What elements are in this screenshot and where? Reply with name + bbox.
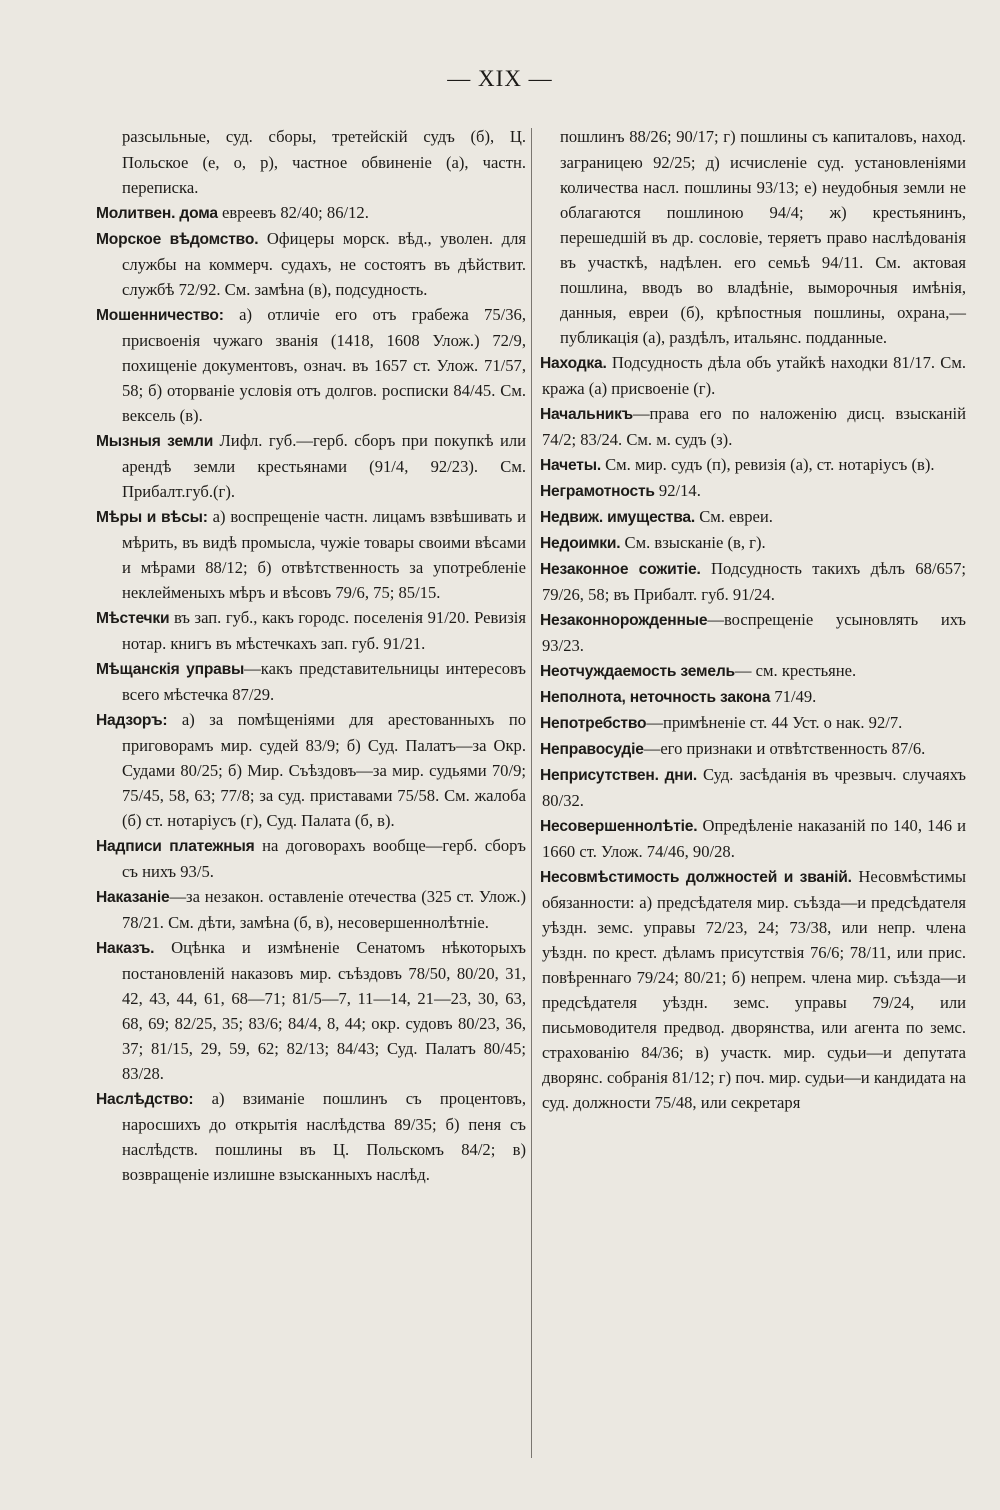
entry-text: Несовмѣстимы обязанности: а) предсѣдателя мир. съѣзда—и предсѣдателя уѣздн. земс. управы 72/23, 24; 73/38, или непр. члена уѣздн. по крест. дѣламъ присутствія 76/6; 78/11, или прис. повѣреннаго 79/24; 80/21; б) непрем. члена мир. съѣзда—и предсѣдателя уѣздн. земс. управы 79/24, или письмоводителя предвод. дворянства, или агента по земс. страхованію 84/36; в) участк. мир. судьи—и депутата дворянс. собранія 81/12; г) поч. мир. судьи—и кандидата на суд. должности 75/48, или секретаря <box>542 867 966 1112</box>
entry-text: —примѣненіе ст. 44 Уст. о нак. 92/7. <box>646 713 903 732</box>
index-entry <box>96 428 526 504</box>
entry-text: Подсудность дѣла объ утайкѣ находки 81/17. См. кража (а) присвоеніе (г). <box>542 353 966 398</box>
index-entry <box>540 813 966 864</box>
entry-text: евреевъ 82/40; 86/12. <box>217 203 369 222</box>
entry-heading: Недоимки. <box>540 535 621 552</box>
index-entry <box>96 504 526 605</box>
index-entry <box>96 656 526 707</box>
entry-text: разсыльные, суд. сборы, третейскій судъ (б), Ц. Польское (е, о, р), частное обвиненіе (а), частн. переписка. <box>122 127 526 197</box>
entry-heading: Неприсутствен. дни. <box>540 767 698 784</box>
entry-text: а) воспрещеніе частн. лицамъ взвѣшивать и мѣрить, въ видѣ промысла, чужіе товары своими вѣсами и мѣрами 88/12; б) отвѣтственность за употребленіе неклейменыхъ мѣръ и вѣсовъ 79/6, 75; 85/15. <box>122 507 526 602</box>
index-entry <box>96 884 526 935</box>
entry-text: а) отличіе его отъ грабежа 75/36, присвоенія чужаго званія (1418, 1608 Улож.) 72/9, похищеніе документовъ, означ. въ 1657 ст. Улож. 71/57, 58; б) оторваніе условія отъ долгов. росписки 84/45. См. вексель (в). <box>122 305 526 425</box>
entry-heading: Неполнота, неточность закона <box>540 689 771 706</box>
index-entry <box>96 935 526 1086</box>
entry-text: —какъ представительницы интересовъ всего мѣстечка 87/29. <box>122 659 527 704</box>
entry-heading: Наказъ. <box>96 940 155 957</box>
entry-text: пошлинъ 88/26; 90/17; г) пошлины съ капиталовъ, наход. заграницею 92/25; д) исчисленіе суд. установленіями количества насл. пошлины 93/13; е) неудобныя земли не облагаются пошлиною 94/4; ж) крестьянинъ, перешедшій въ др. сословіе, теряетъ право наслѣдованія въ участкѣ, надѣлен. его семьѣ 94/11. См. актовая пошлина, вводъ во владѣніе, выморочныя имѣнія, данныя, евреи (б), крѣпостныя пошлины, охрана,—публикація (а), раздѣлъ, итальянс. подданные. <box>560 127 966 347</box>
right-column <box>540 124 966 1115</box>
entry-heading: Наслѣдство: <box>96 1091 194 1108</box>
index-entry <box>96 605 526 656</box>
index-entry <box>96 833 526 884</box>
index-entry <box>540 556 966 607</box>
index-entry <box>540 762 966 813</box>
entry-heading: Наказаніе <box>96 889 170 906</box>
index-entry <box>540 607 966 658</box>
index-entry <box>540 530 966 556</box>
entry-heading: Неотчуждаемость земель <box>540 663 735 680</box>
entry-heading: Неправосудіе <box>540 741 644 758</box>
entry-heading: Незаконное сожитіе. <box>540 561 701 578</box>
index-entry <box>540 124 966 350</box>
index-entry <box>540 736 966 762</box>
entry-text: а) за помѣщеніями для арестованныхъ по приговорамъ мир. судей 83/9; б) Суд. Палатъ—за Окр. Судами 80/25; б) Мир. Съѣздовъ—за мир. судьями 70/9; 75/45, 58, 63; 77/8; за суд. приставами 75/58. См. жалоба (б) ст. нотаріусъ (г), Суд. Палата (б, в). <box>122 710 526 830</box>
entry-text: См. взысканіе (в, г). <box>620 533 766 552</box>
index-entry <box>96 124 526 200</box>
left-column <box>96 124 526 1187</box>
entry-text: 71/49. <box>770 687 817 706</box>
entry-heading: Мѣщанскія управы <box>96 661 245 678</box>
entry-heading: Находка. <box>540 355 607 372</box>
entry-heading: Недвиж. имущества. <box>540 509 696 526</box>
entry-heading: Мѣры и вѣсы: <box>96 509 208 526</box>
index-entry <box>96 302 526 428</box>
index-entry <box>540 864 966 1115</box>
index-entry <box>96 1086 526 1187</box>
entry-text: Опредѣленіе наказаній по 140, 146 и 1660 ст. Улож. 74/46, 90/28. <box>542 816 966 861</box>
entry-heading: Непотребство <box>540 715 647 732</box>
entry-heading: Начальникъ <box>540 406 633 423</box>
index-entry <box>540 684 966 710</box>
entry-heading: Неграмотность <box>540 483 655 500</box>
index-entry <box>540 658 966 684</box>
entry-heading: Мѣстечки <box>96 610 170 627</box>
entry-text: Оцѣнка и измѣненіе Сенатомъ нѣкоторыхъ постановленій наказовъ мир. съѣздовъ 78/50, 80/20, 31, 42, 43, 44, 61, 68—71; 81/5—7, 11—14, 21—23, 30, 63, 68, 69; 82/25, 35; 83/6; 84/4, 8, 44; окр. судовъ 80/23, 36, 37; 81/15, 29, 59, 62; 82/13; 84/43; Суд. Палатъ 80/45; 83/28. <box>122 938 526 1083</box>
entry-text: Суд. засѣданія въ чрезвыч. случаяхъ 80/32. <box>542 765 966 810</box>
entry-text: —права его по наложенію дисц. взысканій 74/2; 83/24. См. м. судъ (з). <box>542 404 966 449</box>
entry-heading: Мошенничество: <box>96 307 224 324</box>
entry-text: См. евреи. <box>695 507 773 526</box>
entry-text: на договорахъ вообще—герб. сборъ съ нихъ 93/5. <box>122 836 526 881</box>
entry-text: въ зап. губ., какъ городс. поселенія 91/20. Ревизія нотар. книгъ въ мѣстечкахъ зап. губ. 91/21. <box>122 608 526 653</box>
entry-text: См. мир. судъ (п), ревизія (а), ст. нотаріусъ (в). <box>600 455 935 474</box>
entry-heading: Начеты. <box>540 457 601 474</box>
entry-heading: Несовершеннолѣтіе. <box>540 818 698 835</box>
entry-text: —воспрещеніе усыновлять ихъ 93/23. <box>542 610 966 655</box>
entry-heading: Несовмѣстимость должностей и званій. <box>540 869 852 886</box>
entry-text: Лифл. губ.—герб. сборъ при покупкѣ или арендѣ земли крестьянами (91/4, 92/23). См. Прибалт.губ.(г). <box>122 431 526 501</box>
index-entry <box>96 707 526 833</box>
entry-heading: Молитвен. дома <box>96 205 218 222</box>
index-entry <box>540 710 966 736</box>
entry-text: —за незакон. оставленіе отечества (325 ст. Улож.) 78/21. См. дѣти, замѣна (б, в), несовершеннолѣтніе. <box>122 887 526 932</box>
entry-heading: Морское вѣдомство. <box>96 231 259 248</box>
index-entry <box>540 350 966 401</box>
column-divider <box>531 128 532 1458</box>
entry-text: 92/14. <box>654 481 701 500</box>
entry-text: —его признаки и отвѣтственность 87/6. <box>643 739 926 758</box>
entry-text: Офицеры морск. вѣд., уволен. для службы на коммерч. судахъ, не состоятъ въ дѣйствит. службѣ 72/92. См. замѣна (в), подсудность. <box>122 229 526 299</box>
entry-heading: Надписи платежныя <box>96 838 255 855</box>
index-entry <box>540 504 966 530</box>
index-entry <box>540 452 966 478</box>
entry-heading: Надзоръ: <box>96 712 168 729</box>
index-entry <box>96 200 526 226</box>
index-entry <box>540 478 966 504</box>
entry-heading: Мызныя земли <box>96 433 214 450</box>
entry-text: а) взиманіе пошлинъ съ процентовъ, наросшихъ до открытія наслѣдства 89/35; б) пеня съ наслѣдств. пошлины въ Ц. Польскомъ 84/2; в) возвращеніе излишне взысканныхъ наслѣд. <box>122 1089 526 1184</box>
index-entry <box>540 401 966 452</box>
entry-heading: Незаконнорожденные <box>540 612 708 629</box>
entry-text: — см. крестьяне. <box>734 661 857 680</box>
index-entry <box>96 226 526 302</box>
page-number: — XIX — <box>447 66 553 91</box>
entry-text: Подсудность такихъ дѣлъ 68/657; 79/26, 58; въ Прибалт. губ. 91/24. <box>542 559 967 604</box>
